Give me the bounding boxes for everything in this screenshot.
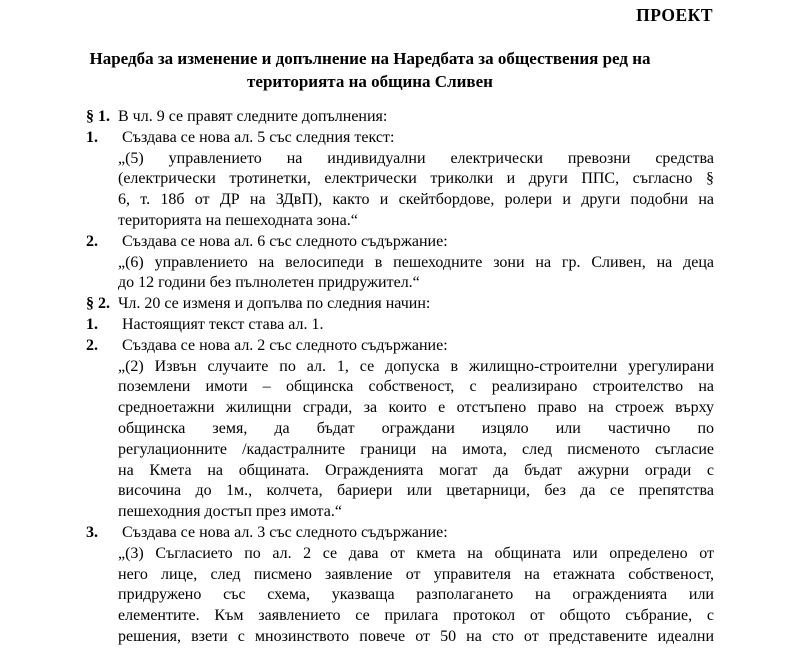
text-line (86, 253, 714, 274)
text-line (86, 294, 714, 315)
line-number: 1. (86, 315, 98, 333)
text-line (86, 357, 714, 378)
line-text: „(6) управлението на велосипеди в пешеходните зони на гр. Сливен, на деца (118, 253, 714, 271)
text-line (86, 461, 714, 482)
text-line (86, 544, 714, 565)
section-symbol: § 2. (86, 295, 110, 313)
text-line (86, 585, 714, 606)
text-line (86, 606, 714, 627)
line-text: Създава се нова ал. 6 със следното съдържание: (122, 232, 448, 250)
draft-label: ПРОЕКТ (636, 5, 713, 25)
line-number: 3. (86, 523, 98, 541)
line-text: пешеходния достъп през имота.“ (118, 503, 342, 521)
line-text: височина до 1м., колчета, бариери или цветарници, без да се препятства (118, 482, 714, 500)
line-text: решения, взети с мнозинството повече от 50 на сто от представените идеални (118, 627, 714, 645)
line-text: придружено със схема, указваща разполагането на огражденията или (118, 586, 714, 604)
text-line (86, 128, 714, 149)
document-title-line2: територията на община Сливен (247, 71, 493, 91)
text-line (86, 377, 714, 398)
line-text: средноетажни жилищни сгради, за които е отстъпено право на строеж върху (118, 399, 714, 417)
line-text: Създава се нова ал. 3 със следното съдържание: (122, 523, 448, 541)
line-text: В чл. 9 се правят следните допълнения: (118, 108, 388, 125)
line-text: „(3) Съгласието по ал. 2 се дава от кмета на общината или определено от (118, 544, 714, 562)
line-text: територията на пешеходната зона.“ (118, 211, 358, 229)
document-body (86, 107, 714, 648)
line-text: 6, т. 18б от ДР на ЗДвП), както и скейтбордове, ролери и други подобни на (118, 191, 714, 209)
text-line (86, 419, 714, 440)
document-title (60, 48, 680, 93)
section-symbol: § 1. (86, 108, 110, 125)
text-line (86, 481, 714, 502)
text-line (86, 232, 714, 253)
line-text: до 12 години без пълнолетен придружител.“ (118, 274, 420, 292)
text-line (86, 190, 714, 211)
document-page (0, 6, 800, 643)
document-title-line1: Наредба за изменение и допълнение на Наредбата за обществения ред на (89, 49, 651, 68)
text-line (86, 565, 714, 586)
line-text: „(2) Извън случаите по ал. 1, се допуска в жилищно-строителни урегулирани (118, 357, 714, 375)
text-line (86, 149, 714, 170)
line-text: регулационните /кадастралните граници на имота, след писменото съгласие (118, 440, 714, 458)
line-text: (електрически тротинетки, електрически триколки и други ППС, съгласно § (118, 170, 714, 188)
line-text: поземлени имоти – общинска собственост, с реализирано строителство на (118, 378, 714, 396)
text-line (86, 398, 714, 419)
text-line (86, 523, 714, 544)
line-text: „(5) управлението на индивидуални електрически превозни средства (118, 149, 714, 167)
line-text: общинска земя, да бъдат ограждани изцяло или частично по (118, 419, 714, 437)
text-line (86, 107, 714, 128)
line-text: Настоящият текст става ал. 1. (122, 315, 324, 333)
line-text: Чл. 20 се изменя и допълва по следния начин: (118, 295, 431, 313)
text-line (86, 315, 714, 336)
text-line (86, 169, 714, 190)
line-text: елементите. Към заявлението се прилага протокол от общото събрание, с (118, 607, 714, 625)
text-line (86, 440, 714, 461)
line-number: 2. (86, 336, 98, 354)
line-number: 2. (86, 232, 98, 250)
text-line (86, 502, 714, 523)
line-number: 1. (86, 128, 98, 146)
line-text: на Кмета на общината. Огражденията могат да бъдат ажурни огради с (118, 461, 714, 479)
text-line (86, 627, 714, 648)
line-text: Създава се нова ал. 2 със следното съдържание: (122, 336, 448, 354)
text-line (86, 336, 714, 357)
text-line (86, 211, 714, 232)
line-text: Създава се нова ал. 5 със следния текст: (122, 128, 395, 146)
text-line (86, 273, 714, 294)
line-text: него лице, след писмено заявление от управителя на етажната собственост, (118, 565, 714, 583)
